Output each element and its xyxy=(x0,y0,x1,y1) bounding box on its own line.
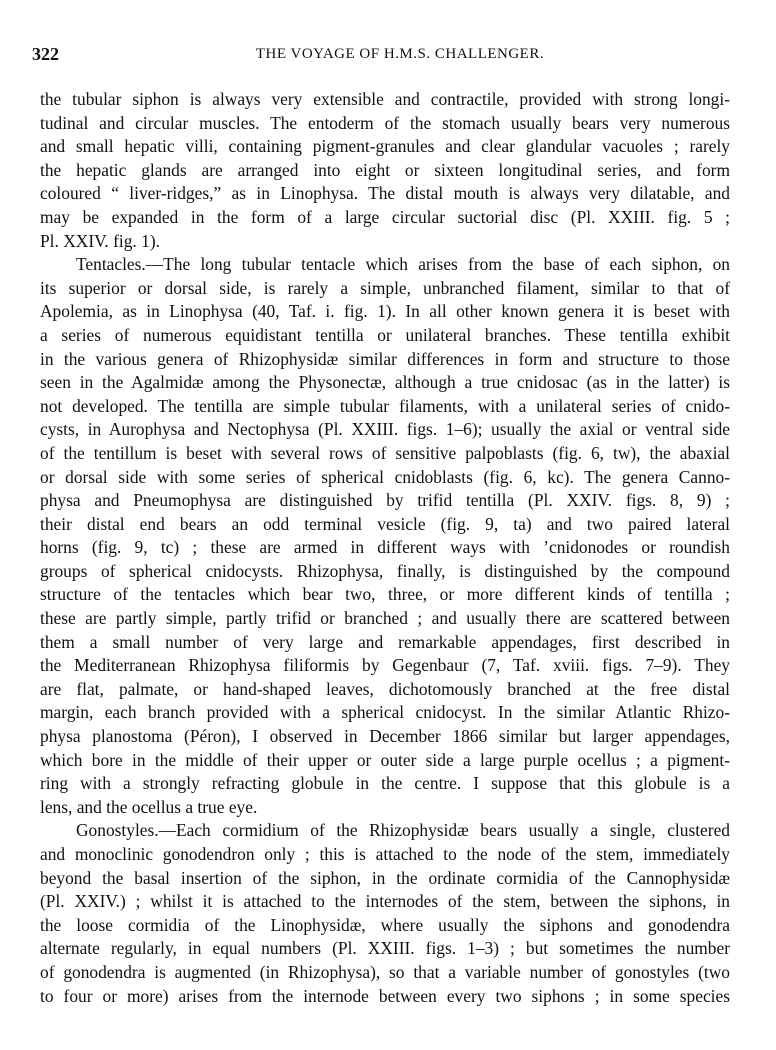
text-line: ring with a strongly refracting globule in the centre. I suppose that this globule is a xyxy=(40,773,730,794)
text-line: of the tentillum is beset with several rows of sensitive palpoblasts (fig. 6, tw), the abaxial xyxy=(40,442,730,463)
text-line: its superior or dorsal side, is rarely a simple, unbranched filament, similar to that of xyxy=(40,277,730,298)
text-line: alternate regularly, in equal numbers (Pl. XXIII. figs. 1–3) ; but sometimes the number xyxy=(40,938,730,959)
text-line: the loose cormidia of the Linophysidæ, where usually the siphons and gonodendra xyxy=(40,914,730,935)
page-number: 322 xyxy=(32,44,59,64)
text-line: the hepatic glands are arranged into eight or sixteen longitudinal series, and form xyxy=(40,159,730,180)
text-line: a series of numerous equidistant tentilla or unilateral branches. These tentilla exhibit xyxy=(40,324,730,345)
text-line: lens, and the ocellus a true eye. xyxy=(40,796,258,817)
text-line: Tentacles.—The long tubular tentacle which arises from the base of each siphon, on xyxy=(76,254,730,275)
text-line: the tubular siphon is always very extensible and contractile, provided with strong longi- xyxy=(40,89,730,109)
text-line: which bore in the middle of their upper or outer side a large purple ocellus ; a pigment- xyxy=(40,749,730,770)
text-line: groups of spherical cnidocysts. Rhizophysa, finally, is distinguished by the compound xyxy=(40,560,730,581)
text-line: seen in the Agalmidæ among the Physonectæ, although a true cnidosac (as in the latter) is xyxy=(40,372,730,393)
text-line: or dorsal side with some series of spherical cnidoblasts (fig. 6, kc). The genera Canno- xyxy=(40,466,730,487)
text-line: physa planostoma (Péron), I observed in December 1866 similar but larger appendages, xyxy=(40,726,730,747)
text-line: Apolemia, as in Linophysa (40, Taf. i. fig. 1). In all other known genera it is beset with xyxy=(40,301,730,322)
body-text xyxy=(40,88,730,1008)
text-line: the Mediterranean Rhizophysa filiformis by Gegenbaur (7, Taf. xviii. figs. 7–9). They xyxy=(40,655,730,676)
text-line: physa and Pneumophysa are distinguished by trifid tentilla (Pl. XXIV. figs. 8, 9) ; xyxy=(40,490,730,511)
text-line: Gonostyles.—Each cormidium of the Rhizophysidæ bears usually a single, clustered xyxy=(76,820,730,841)
page-header xyxy=(30,44,730,68)
text-line: cysts, in Aurophysa and Nectophysa (Pl. XXIII. figs. 1–6); usually the axial or ventral side xyxy=(40,419,730,440)
text-line: these are partly simple, partly trifid or branched ; and usually there are scattered between xyxy=(40,608,730,629)
text-line: coloured “ liver-ridges,” as in Linophysa. The distal mouth is always very dilatable, and xyxy=(40,183,730,204)
text-line: tudinal and circular muscles. The entoderm of the stomach usually bears very numerous xyxy=(40,112,730,133)
text-line: them a small number of very large and remarkable appendages, first described in xyxy=(40,631,730,652)
text-line: structure of the tentacles which bear two, three, or more different kinds of tentilla ; xyxy=(40,584,730,605)
text-line: are flat, palmate, or hand-shaped leaves, dichotomously branched at the free distal xyxy=(40,678,730,699)
text-line: and small hepatic villi, containing pigment-granules and clear glandular vacuoles ; rarely xyxy=(40,136,730,157)
text-line: beyond the basal insertion of the siphon, in the ordinate cormidia of the Cannophysidæ xyxy=(40,867,730,888)
running-head: THE VOYAGE OF H.M.S. CHALLENGER. xyxy=(255,46,545,62)
text-line: horns (fig. 9, tc) ; these are armed in different ways with ʼcnidonodes or roundish xyxy=(40,537,730,558)
text-line: Pl. XXIV. fig. 1). xyxy=(40,230,160,251)
text-line: not developed. The tentilla are simple tubular filaments, with a unilateral series of cnido- xyxy=(40,395,730,416)
text-line: may be expanded in the form of a large circular suctorial disc (Pl. XXIII. fig. 5 ; xyxy=(40,206,730,227)
text-line: in the various genera of Rhizophysidæ similar differences in form and structure to those xyxy=(40,348,730,369)
text-line: to four or more) arises from the internode between every two siphons ; in some species xyxy=(40,985,730,1006)
text-line: and monoclinic gonodendron only ; this is attached to the node of the stem, immediately xyxy=(40,844,730,864)
text-line: margin, each branch provided with a spherical cnidocyst. In the similar Atlantic Rhizo- xyxy=(40,702,730,723)
text-line: of gonodendra is augmented (in Rhizophysa), so that a variable number of gonostyles (two xyxy=(40,961,730,982)
text-line: (Pl. XXIV.) ; whilst it is attached to the internodes of the stem, between the siphons, in xyxy=(40,891,730,912)
text-line: their distal end bears an odd terminal vesicle (fig. 9, ta) and two paired lateral xyxy=(40,513,730,534)
